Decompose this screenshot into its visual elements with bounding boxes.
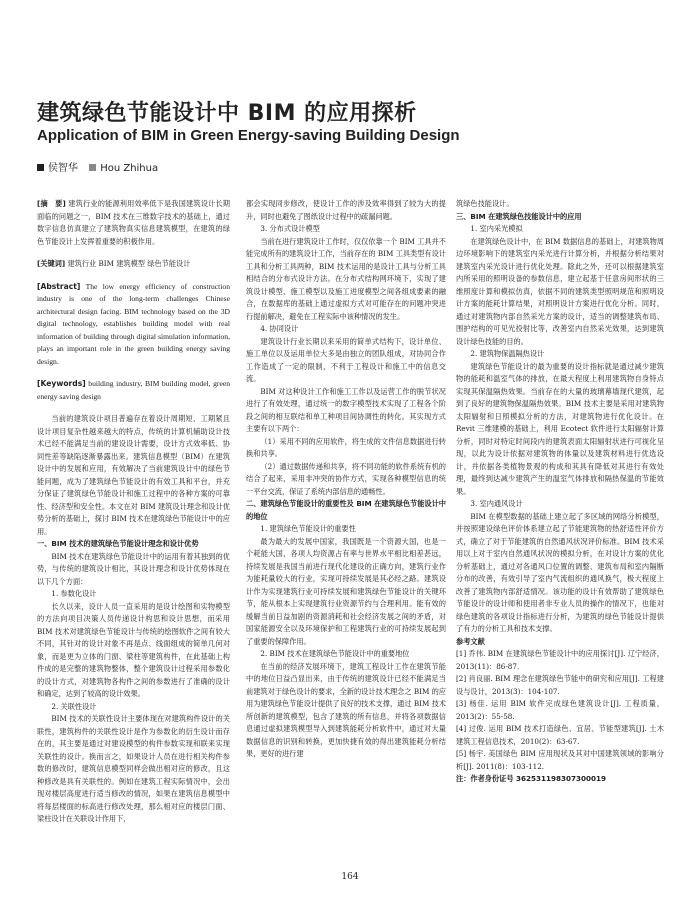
abstract-cn: [摘 要] 建筑行业的能源利用效率低下是我国建筑设计长期面临的问题之一，BIM 技术在三维数字技术的基础上，通过数字信息仿真建立了建筑物真实信息建筑模型，在建筑的绿色节能设计上发挥着重要的积极作用。 <box>37 199 230 246</box>
subsection-heading: 3. 室内通风设计 <box>470 499 523 508</box>
author-cn: 侯智华 <box>48 163 78 174</box>
column-3 <box>456 198 664 786</box>
paragraph: 最为最大的发展中国家，我国既是一个资源大国，也是一个耗能大国，各项人均资源占有率与世界水平相比相差甚远，持续发展是我国当前进行现代化建设的正确方向，建筑行业作为能耗量较大的行业，实现可持续发展是其必经之路。建筑设计作为实现建筑行业可持续发展和建筑绿色节能设计的关键环节，能从根本上实现建筑行业资源节约与合理利用。能有效的缓解当前日益加剧的资源消耗和社会经济发展之间的矛盾，对国家能源安全以及环境保护和工程建筑行业的可持续发展起到了重要的保障作用。 <box>246 536 446 646</box>
black-square-icon <box>37 164 44 171</box>
paragraph: 在当前的经济发展环境下，建筑工程设计工作在建筑节能中的地位日益凸显出来，由于传统的建筑设计已经不能满足当前建筑对于绿色设计的要求，全新的设计技术理念之 BIM 的应用为建筑绿色节能设计提供了良好的技术支撑，通过 BIM 技术所创新的建筑模型，包含了建筑的所有信息，并将各项数据信息通过虚拟建筑模型导入到建筑能耗分析软件中，通过对大量数据信息的识别和转换，更加快捷有效的得出建筑能耗分析结果，更好的进行建 <box>246 661 446 758</box>
keywords-en: [Keywords] building industry, BIM building model, green energy saving design <box>37 379 230 401</box>
subsection-heading: 2. BIM 技术在建筑绿色节能设计中的重要地位 <box>260 649 410 658</box>
paragraph: 建筑设计行业长期以来采用的简单式结构下，设计单位、施工单位以及运用单位大多是由独立的团队组成，对协同合作工作造成了一定的限制，不利于工程设计和施工中的信息交流。 <box>246 336 446 383</box>
subsection-heading: 1. 室内采光模拟 <box>470 224 523 233</box>
paragraph: 建筑绿色节能设计的最为重要的设计指标就是通过减少建筑物的能耗和温室气体的排放，在最大程度上利用建筑物自身特点实现其保温隔热效果。当前存在的大量的玻璃幕墙现代建筑，起到了良好的建筑物保温隔热效果。BIM 技术主要是采用对建筑物太阳辐射和日照模拟分析的方法，对建筑物进行优化设计。在 Revit 三维建模的基础上，利用 Ecotect 软件进行太阳辐射计算分析，同时对特定时间段内的建筑表面太阳辐射状进行可视化呈现，以此为设计依据对建筑物的体量以及建筑材料进行优选设计，并依据各类植物景观的构成和其具有降低对其进行有效处理，最终到达减少建筑产生的温室气体排放和隔热保温的节能效果。 <box>456 361 664 496</box>
author-line <box>37 159 158 174</box>
column-1 <box>37 198 230 826</box>
keywords-cn: [关键词] 建筑行业 BIM 建筑模型 绿色节能设计 <box>37 259 191 268</box>
section-heading-2: 二、建筑绿色节能设计的重要性及 BIM 在建筑绿色节能设计中的地位 <box>246 499 446 521</box>
section-heading-1: 一、BIM 技术的建筑绿色节能设计理念和设计优势 <box>37 539 199 548</box>
abstract-en: [Abstract] The low energy efficiency of construction industry is one of the long-term challenges Chinese architectural design facing. BIM technology based on the 3D digital technology, establishes building model with real information of building through digital simulation information, plays an important role in the green building energy saving design. <box>37 281 230 366</box>
paragraph: BIM 对这种设计工作和施工工作以及运营工作的脱节状况进行了有效处理，通过统一的数字模型技术实现了工程各个阶段之间的相互联结和单工种项目间协调性的转化。其实现方式主要有以下两个： <box>246 386 446 433</box>
subsection-heading: 4. 协同设计 <box>260 324 299 333</box>
page-number: 164 <box>341 872 359 882</box>
paragraph: BIM 在模型数据的基础上建立起了多区域的网络分析模型，并按照建设绿色评价体系建立起了节能建筑物的热舒适性评价方式，确立了对于节能建筑的自然通风状况评价标准。BIM 技术采用以上对于室内自然通风状况的模拟分析，在对设计方案的优化分析基础上，通过对各通风口位置的调整、建筑布局和室内隔断分布的改善，有效引导了室内气流组织的通风换气，极大程度上改善了建筑物内部舒适情况。该功能的设计有效帮助了建筑绿色节能设计的设计师和使用者非专业人员的操作的情况下，也能对绿色建筑的各项设计指标进行分析，为建筑的绿色节能设计提供了有力的分析工具和技术支撑。 <box>456 511 664 633</box>
subsection-heading: 1. 参数化设计 <box>51 589 97 598</box>
subsection-heading: 2. 关联性设计 <box>51 701 97 711</box>
column-2 <box>246 198 446 761</box>
subsection-heading: 2. 建筑物保温隔热设计 <box>470 349 545 358</box>
reference-item: [4] 过俊. 运用 BIM 技术打造绿色、宜居、节能型建筑[J]. 土木建筑工程信息技术，2010(2)：63-67. <box>456 724 664 746</box>
author-note: 注：作者身份证号 362531198307300019 <box>456 774 607 783</box>
paper-title-cn: 建筑绿色节能设计中 BIM 的应用探析 <box>37 101 417 126</box>
subsection-heading: 1. 建筑绿色节能设计的重要性 <box>260 524 356 533</box>
paper-title-en: Application of BIM in Green Energy-saving Building Design <box>37 127 460 144</box>
paragraph: （2）通过数据传递和共享，将不同功能的软件系统有机的结合了起来，采用非冲突的协作方式，实现各种模型信息的统一平台交流，保证了系统内部信息的通畅性。 <box>246 461 446 496</box>
reference-item: [5] 杨宇. 美国绿色 BIM 应用现状及其对中国建筑领域的影响分析[J]. 2011(8)：103-112. <box>456 749 664 771</box>
paragraph: 在建筑绿色设计中，在 BIM 数据信息的基础上，对建筑物周边环境影响下的建筑室内采光进行计算分析，并根据分析结果对建筑室内采光设计进行优化处理。除此之外，还可以根据建筑室内所采用的照明设备的参数信息，建立起基于任意房间形状的三维照度计算和模拟仿真，依据不同的建筑类型照明规范和照明设计方案的能耗计算结果，对照明设计方案进行优化分析。同时，通过对建筑物内部自然采光方案的设计，适当的调整建筑布局、围护结构的可见光投射比等，改善室内自然采光效果，达到建筑设计绿色技能的目的。 <box>456 236 664 346</box>
paragraph: BIM 技术的关联性设计主要体现在对建筑构件设计的关联性，建筑构件的关联性设计是作为参数化的衍生设计而存在的，其主要是通过对建设模型的构件参数实现和联来实现关联性的设计。换而言之，如果设计人员在进行相关构件参数的修改时，建筑信息模型同样会做出相对应的修改，且这种修改是具有关联性的。例如在建筑工程实际情况中，会出现对楼层高度进行适当修改的情况，如果在建筑信息模型中将每层楼面的标高进行修改处理，那么相对应的楼层门面、梁柱设计在关联设计作用下， <box>37 714 230 823</box>
references-heading: 参考文献 <box>456 636 485 646</box>
reference-item: [3] 杨佳. 运用 BIM 软件完成绿色建筑设计[J]. 工程质量，2013(2)：55-58. <box>456 699 664 721</box>
intro-paragraph: 当前的建筑设计项目普遍存在着设计周期短、工期紧且设计项目复杂性越来越大的特点，传统的计算机辅助设计技术已经不能满足当前的建设设计需要，设计方式效率低、协同性差等缺陷逐渐暴露出来。建筑信息模型（BIM）在建筑设计中的发展和应用，有效解决了当前建筑设计中的绿色节能问题，成为了建筑绿色节能设计的有效工具和平台，并充分保证了建筑绿色节能设计和施工过程中的各种方案的可靠性、经济型和安全性。本文在对 BIM 建筑设计理念和设计优势分析的基础上，探讨 BIM 技术在建筑绿色节能设计中的应用。 <box>37 414 230 536</box>
paragraph: （1）采用不同的应用软件，将生成的文件信息数据进行转换和共享。 <box>246 436 446 458</box>
paragraph: 当前在进行建筑设计工作时，仅仅依靠一个 BIM 工具并不能完成所有的建筑设计工作，当前存在的 BIM 工具类型有设计工具和分析工具两种，BIM 技术运用的是设计工具与分析工具相结合的分布式设计方法。在分布式结构网环境下，实现了建筑设计模型、施工模型以及施工进度模型之间各组成要素的融合，在数据库的基础上通过虚拟方式对可能存在的问题冲突进行提前解决，避免在工程实际中该种情况的发生。 <box>246 236 446 321</box>
paragraph: 都会实现同步修改，使设计工作的涉及效率得到了较为大的提升，同时也避免了图纸设计过程中的疏漏问题。 <box>246 199 446 221</box>
paragraph: 筑绿色技能设计。 <box>456 199 514 208</box>
gray-square-icon <box>89 164 96 171</box>
author-en: Hou Zhihua <box>100 163 159 174</box>
section-heading-3: 三、BIM 在建筑绿色技能设计中的应用 <box>456 211 582 221</box>
subsection-heading: 3. 分布式设计模型 <box>260 224 320 233</box>
reference-item: [2] 肖良丽. BIM 理念在建筑绿色节能中的研究和应用[J]. 工程建设与设计，2013(3)：104-107. <box>456 674 664 696</box>
paragraph: BIM 技术在建筑绿色节能设计中的运用有着其独到的优势，与传统的建筑设计相比，其设计理念和设计优势体现在以下几个方面： <box>37 551 230 586</box>
reference-item: [1] 乔伟. BIM 在建筑绿色节能设计中的应用探讨[J]. 辽宁经济，2013(11)：86-87. <box>456 649 664 671</box>
paragraph: 长久以来，设计人员一直采用的是设计绘图和实物模型的方法向项目决策人员传递设计构思和设计思想，而采用 BIM 技术对建筑绿色节能设计与传统的绘图软件之间有较大不同，其针对的设计对象不再是点、线面组成的简单几何对象，而是更为立体的门窗、梁柱等建筑构件，在此基础上构件成的是完整的建筑物整体，整个建筑设计过程采用参数化的设计方式，对建筑物各构件之间的参数进行了准确的设计和确定，达到了较高的设计效果。 <box>37 601 230 698</box>
